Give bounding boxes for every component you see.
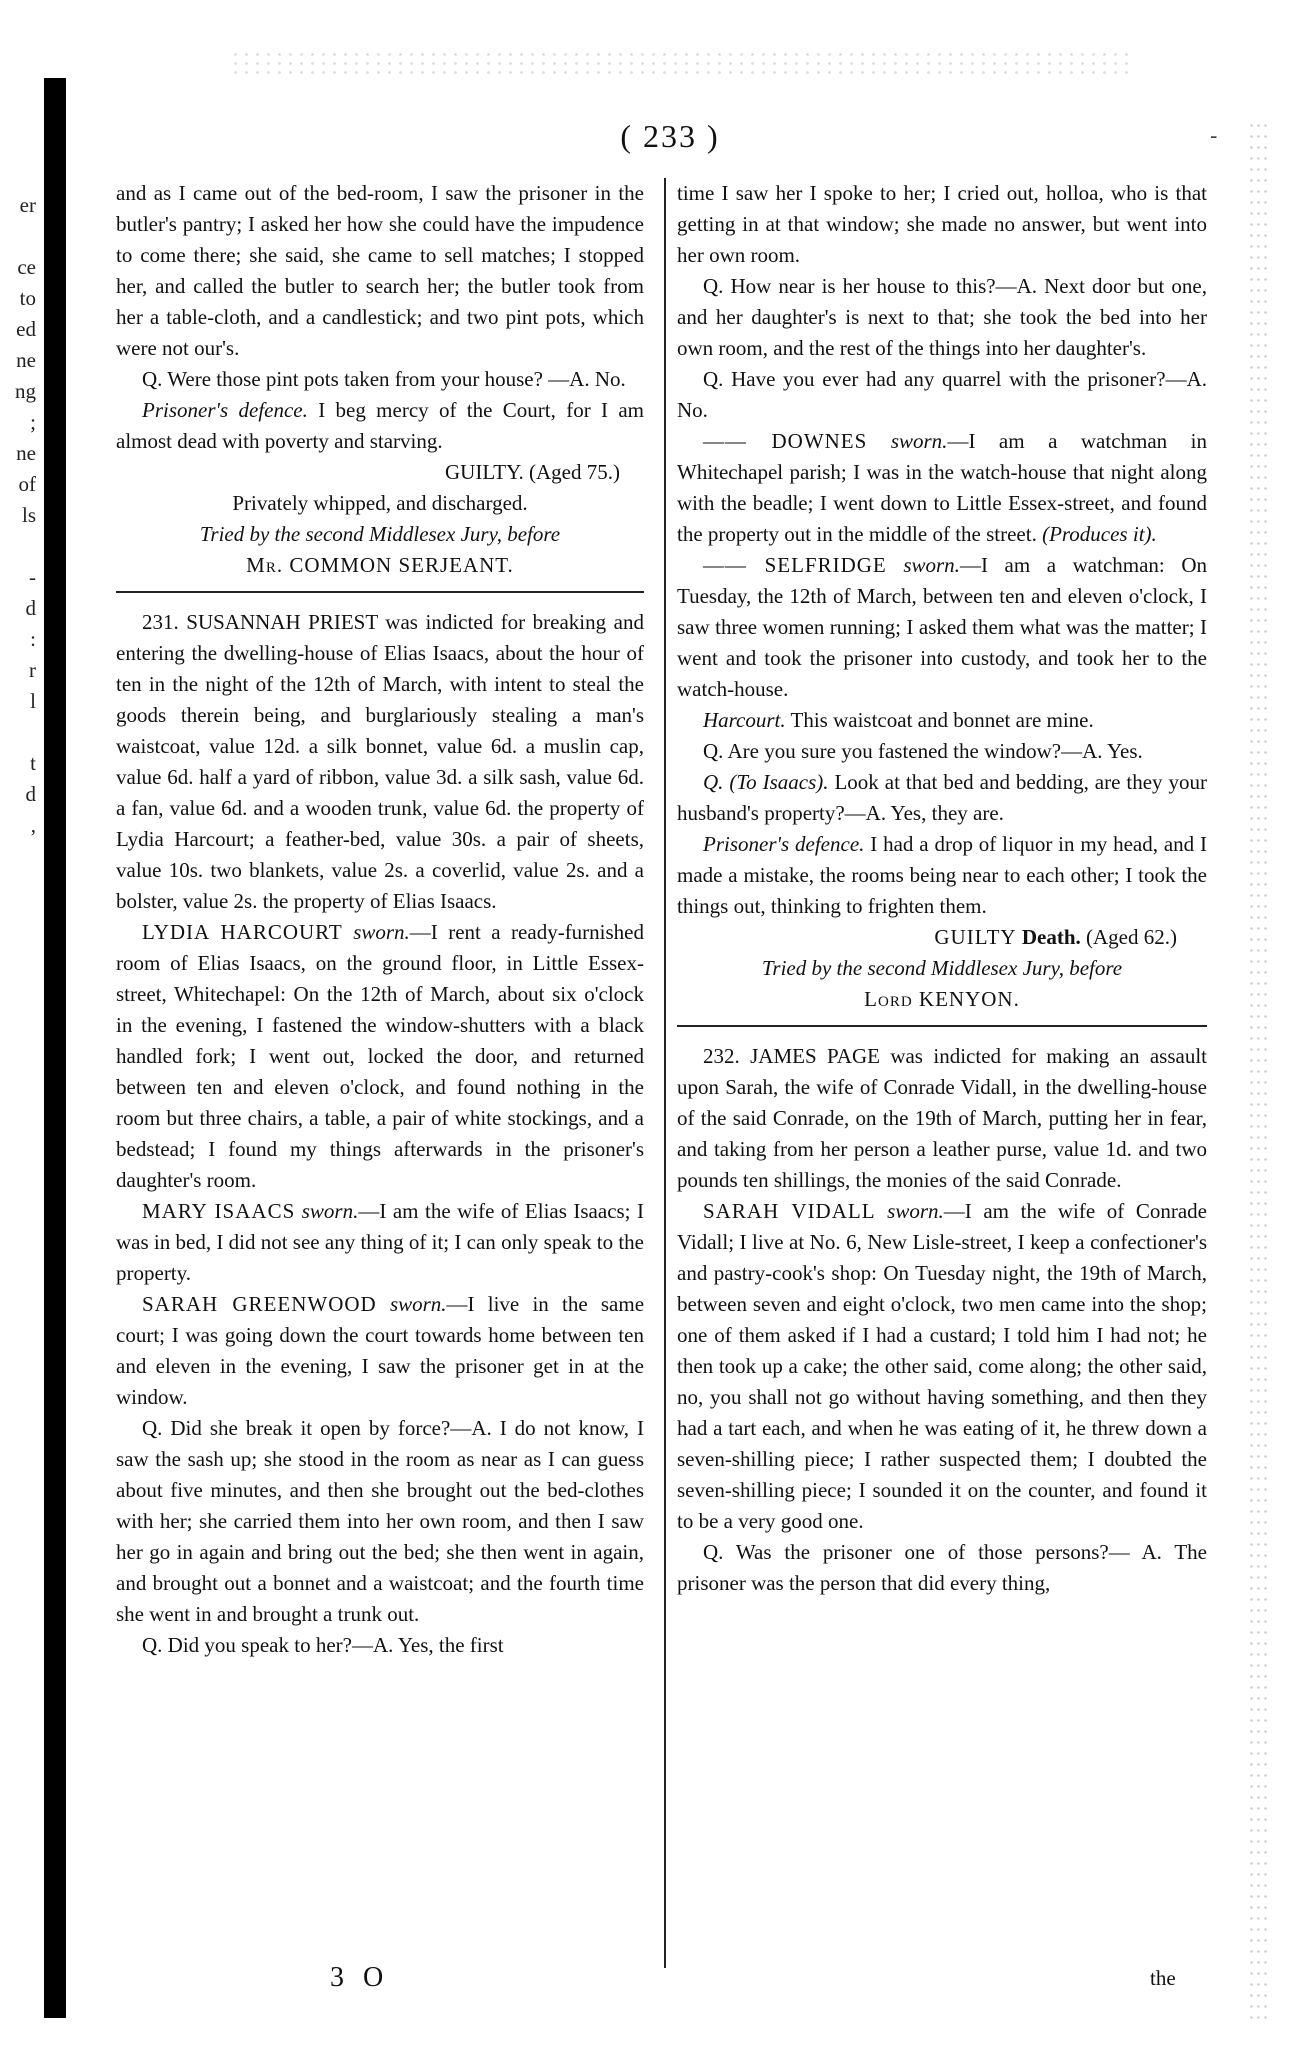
defence-text: I beg mercy of the Court, for I am almost dead with poverty and starving. (116, 398, 645, 453)
question (677, 767, 1207, 829)
witness-name: —— DOWNES (703, 429, 868, 453)
margin-fragment: , (30, 813, 36, 837)
witness-testimony (677, 550, 1207, 705)
margin-fragment (0, 221, 36, 252)
sentence: Privately whipped, and discharged. (232, 491, 528, 515)
margin-fragment: of (18, 472, 36, 496)
sworn-label: sworn. (903, 553, 960, 577)
sworn-label: sworn. (301, 1199, 359, 1223)
witness-name: MARY ISAACS (142, 1199, 296, 1223)
prisoner-defence (677, 829, 1207, 922)
margin-fragment: d (25, 782, 36, 806)
facing-page-edge (1248, 120, 1268, 2020)
left-column (116, 178, 644, 1661)
catchword: the (1150, 1966, 1176, 1990)
tried-by: Tried by the second Middlesex Jury, before (199, 522, 561, 546)
margin-fragment: ce (17, 255, 36, 279)
question: Q. Were those pint pots taken from your house? —A. No. (142, 367, 626, 391)
question: Q. Was the prisoner one of those persons?— A. The prisoner was the person that did every thing, (677, 1540, 1207, 1595)
prisoner-defence (116, 395, 644, 457)
testimony-text: —I am the wife of Elias Isaacs; I was in bed, I did not see any thing of it; I can only speak to the property. (116, 1199, 645, 1285)
corner-mark: - (1210, 124, 1218, 149)
margin-fragment (0, 717, 36, 748)
margin-fragment: d (25, 596, 36, 620)
verdict-age: (Aged 62.) (1080, 925, 1177, 949)
print-speckle (230, 50, 1130, 80)
margin-fragment: ; (30, 410, 36, 434)
witness-testimony (677, 426, 1207, 550)
margin-fragment: ng (15, 379, 36, 403)
margin-fragment: : (30, 627, 36, 651)
question: Q. Have you ever had any quarrel with the prisoner?—A. No. (677, 367, 1207, 422)
margin-fragment: - (29, 565, 36, 589)
judge: Lord KENYON. (864, 987, 1020, 1011)
page-number: ( 233 ) (620, 118, 720, 154)
witness-name: LYDIA HARCOURT (142, 920, 343, 944)
margin-fragment: l (30, 689, 36, 713)
section-rule (116, 591, 644, 593)
witness-testimony (116, 917, 644, 1196)
section-rule (677, 1025, 1207, 1027)
margin-fragment: ls (21, 503, 36, 527)
column-divider (664, 178, 666, 1968)
judge: Mr. COMMON SERJEANT. (246, 553, 514, 577)
verdict-death: Death. (1021, 925, 1081, 949)
case-intro: 231. SUSANNAH PRIEST was indicted for breaking and entering the dwelling-house of Elias Isaacs, about the hour of ten in the night of the 12th of March, with intent to steal the goods therein being, and burglariously stealing a man's waistcoat, value 12d. a silk bonnet, value 6d. a muslin cap, value 6d. half a yard of ribbon, value 3d. a silk sash, value 6d. a fan, value 6d. and a wooden trunk, value 6d. the property of Lydia Harcourt; a feather-bed, value 30s. a pair of sheets, value 10s. two blankets, value 2s. a coverlid, value 2s. and a bolster, value 2s. the property of Elias Isaacs. (116, 610, 644, 913)
witness-testimony (116, 1196, 644, 1289)
witness-name: SARAH VIDALL (703, 1199, 876, 1223)
defence-text: I had a drop of liquor in my head, and I made a mistake, the rooms being near to each other; I took the things out, thinking to frighten them. (677, 832, 1207, 918)
sworn-label: sworn. (887, 1199, 944, 1223)
question: Q. How near is her house to this?—A. Next door but one, and her daughter's is next to that; she took the bed into her own room, and the rest of the things into her daughter's. (677, 274, 1207, 360)
statement-text: This waistcoat and bonnet are mine. (785, 708, 1094, 732)
testimony-text: —I rent a ready-furnished room of Elias Isaacs, on the ground floor, in Little Essex-street, Whitechapel: On the 12th of March, about six o'clock in the evening, I fastened the window-shutters with a black handled fork; I went out, locked the door, and returned between ten and eleven o'clock, and found nothing in the room but three chairs, a table, a pair of white stockings, and a bedstead; I found my things afterwards in the prisoner's daughter's room. (116, 920, 645, 1192)
verdict: GUILTY. (Aged 75.) (445, 460, 620, 484)
margin-fragment: r (29, 658, 36, 682)
verdict (677, 922, 1207, 953)
margin-fragment (0, 531, 36, 562)
paragraph: and as I came out of the bed-room, I saw the prisoner in the butler's pantry; I asked her how she could have the impudence to come there; she said, she came to sell matches; I stopped her, and called the butler to search her; the butler took from her a table-cloth, and a candlestick; and two pint pots, which were not our's. (116, 181, 644, 360)
margin-fragment: t (30, 751, 36, 775)
question: Q. Did you speak to her?—A. Yes, the first (142, 1633, 504, 1657)
question-label: Q. (To Isaacs). (703, 770, 829, 794)
sworn-label: sworn. (389, 1292, 447, 1316)
binding-shadow (44, 78, 66, 2018)
witness-name: —— SELFRIDGE (703, 553, 887, 577)
margin-fragment: to (19, 286, 36, 310)
right-column (677, 178, 1207, 1599)
case-intro: 232. JAMES PAGE was indicted for making an assault upon Sarah, the wife of Conrade Vidall, in the dwelling-house of the said Conrade, on the 19th of March, putting her in fear, and taking from her person a leather purse, value 1d. and two pounds ten shillings, the monies of the said Conrade. (677, 1044, 1207, 1192)
question: Q. Are you sure you fastened the window?—A. Yes. (703, 739, 1143, 763)
question-text: Look at that bed and bedding, are they your husband's property?—A. Yes, they are. (677, 770, 1207, 825)
margin-fragment: er (19, 193, 36, 217)
verdict-guilty: GUILTY (934, 925, 1017, 949)
statement (677, 705, 1207, 736)
paragraph: time I saw her I spoke to her; I cried out, holloa, who is that getting in at that window; she made no answer, but went into her own room. (677, 181, 1207, 267)
witness-testimony (116, 1289, 644, 1413)
signature-mark: 3 O (330, 1962, 390, 1993)
question: Q. Did she break it open by force?—A. I do not know, I saw the sash up; she stood in the room as near as I can guess about five minutes, and then she brought out the bed-clothes with her; she carried them into her own room, and then I saw her go in again and bring out the bed; she then went in again, and brought out a bonnet and a waistcoat; and the fourth time she went in and brought a trunk out. (116, 1416, 644, 1626)
margin-fragment: ne (16, 348, 36, 372)
margin-text-fragments (0, 190, 36, 841)
produces-note: (Produces it). (1042, 522, 1157, 546)
witness-name: SARAH GREENWOOD (142, 1292, 377, 1316)
testimony-text: —I live in the same court; I was going down the court towards home between ten and eleven in the evening, I saw the prisoner get in at the window. (116, 1292, 645, 1409)
margin-fragment: ne (16, 441, 36, 465)
defence-label: Prisoner's defence. (142, 398, 308, 422)
witness-testimony (677, 1196, 1207, 1537)
testimony-text: —I am a watchman: On Tuesday, the 12th of March, between ten and eleven o'clock, I saw three women running; I asked them what was the matter; I went and took the prisoner into custody, and took her to the watch-house. (677, 553, 1207, 701)
speaker-label: Harcourt. (703, 708, 786, 732)
margin-fragment: ed (16, 317, 36, 341)
testimony-text: —I am a watchman in Whitechapel parish; I was in the watch-house that night along with the beadle; I went down to Little Essex-street, and found the property out in the middle of the street. (677, 429, 1208, 546)
defence-label: Prisoner's defence. (703, 832, 865, 856)
tried-by: Tried by the second Middlesex Jury, before (761, 956, 1123, 980)
testimony-text: —I am the wife of Conrade Vidall; I live at No. 6, New Lisle-street, I keep a confectioner's and pastry-cook's shop: On Tuesday night, the 19th of March, between seven and eight o'clock, two men came into the shop; one of them asked if I had a custard; I told him I had not; he then took up a cake; the other said, come along; the other said, no, you shall not go without having something, and then they had a tart each, and when he was eating of it, he threw down a seven-shilling piece; I rather suspected them; I doubted the seven-shilling piece; I sounded it on the counter, and found it to be a very good one. (677, 1199, 1207, 1533)
sworn-label: sworn. (890, 429, 948, 453)
sworn-label: sworn. (353, 920, 410, 944)
